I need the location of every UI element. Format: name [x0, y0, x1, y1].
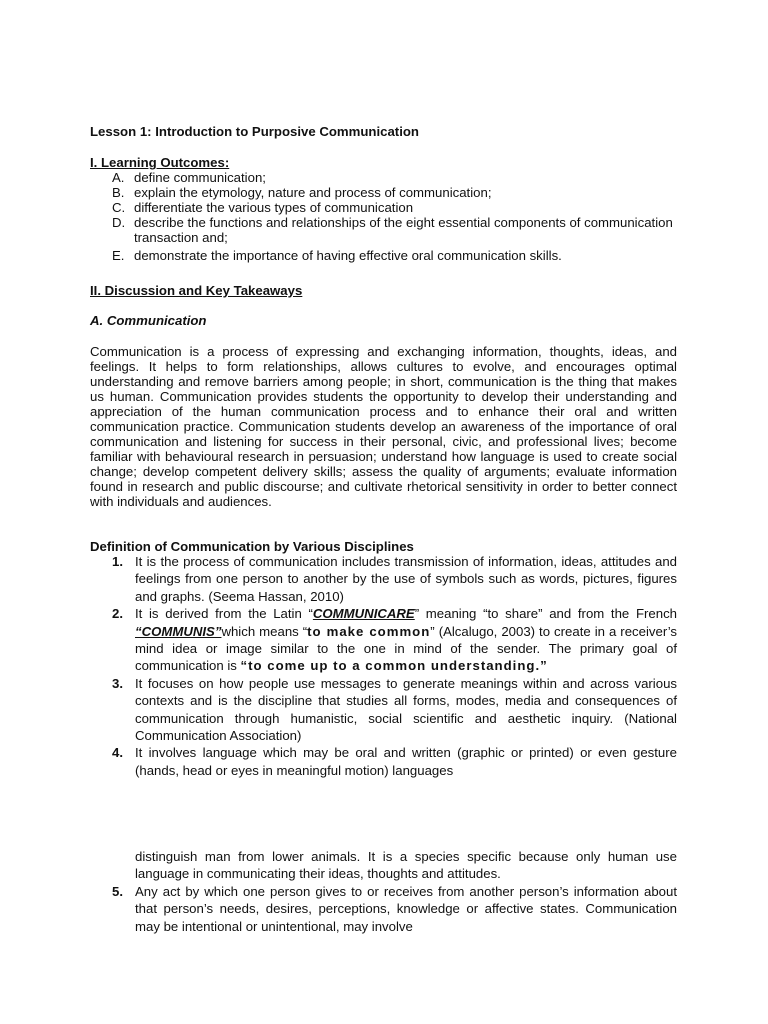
discussion-heading: II. Discussion and Key Takeaways	[90, 283, 303, 298]
definition-item: 5. Any act by which one person gives to or receives from another person’s information about that person’s needs, desires, perceptions, knowledge or affective states. Communication may be intentional or unintentional, may involve	[112, 883, 677, 934]
definition-item-continued: distinguish man from lower animals. It is a species specific because only human use language in communicating their ideas, thoughts and attitudes.	[135, 849, 677, 882]
french-term: “COMMUNIS”	[135, 623, 222, 639]
outcome-item: C. differentiate the various types of communication	[112, 200, 414, 215]
emphasis-phrase: to make common	[307, 623, 431, 639]
outcome-item: D. describe the functions and relationships of the eight essential components of communication transaction and;	[112, 215, 673, 245]
definition-item: 4. It involves language which may be oral and written (graphic or printed) or even gesture (hands, head or eyes in meaningful motion) languages	[112, 745, 677, 778]
definition-item: 1. It is the process of communication includes transmission of information, ideas, attitudes and feelings from one person to another by the use of symbols such as words, pictures, figures and graphs. (Seema Hassan, 2010)	[112, 554, 677, 604]
learning-outcomes-list	[112, 170, 677, 263]
latin-term: COMMUNICARE	[312, 606, 415, 622]
communication-paragraph: Communication is a process of expressing and exchanging information, thoughts, ideas, and feelings. It helps to form relationships, allows cultures to evolve, and encourages optimal understanding and remove barriers among people; in short, communication is the thing that makes us human. Communication provides students the opportunity to develop their understanding and appreciation of the human communication process and to enhance their oral and written communication practice. Communication students develop an awareness of the importance of oral communication and listening for success in their personal, civic, and professional lives; become familiar with behavioural research in persuasion; understand how language is used to create social change; develop competent delivery skills; assess the quality of arguments; evaluate information found in research and public discourse; and cultivate rhetorical sensitivity in order to better connect with individuals and audiences.	[90, 344, 677, 509]
definition-item: 2. It is derived from the Latin “COMMUNICARE” meaning “to share” and from the French “COMMUNIS”which means “to make common” (Alcalugo, 2003) to create in a receiver’s mind idea or image similar to the one in mind of the sender. The primary goal of communication is “to come up to a common understanding.”	[112, 606, 677, 674]
outcome-item: A. define communication;	[112, 170, 266, 185]
definitions-list	[90, 553, 677, 779]
learning-outcomes-heading: I. Learning Outcomes:	[90, 155, 230, 170]
outcome-item: E. demonstrate the importance of having effective oral communication skills.	[112, 248, 562, 263]
outcome-item: B. explain the etymology, nature and process of communication;	[112, 185, 492, 200]
communication-heading: A. Communication	[90, 313, 207, 328]
lesson-title: Lesson 1: Introduction to Purposive Communication	[90, 124, 419, 139]
definitions-list-continued	[90, 848, 677, 935]
emphasis-phrase: “to come up to a common understanding.”	[240, 658, 548, 674]
definitions-heading: Definition of Communication by Various Disciplines	[90, 539, 414, 554]
definition-item: 3. It focuses on how people use messages to generate meanings within and across various contexts and is the discipline that studies all forms, modes, media and consequences of communication through humanistic, social scientific and aesthetic inquiry. (National Communication Association)	[112, 675, 677, 744]
